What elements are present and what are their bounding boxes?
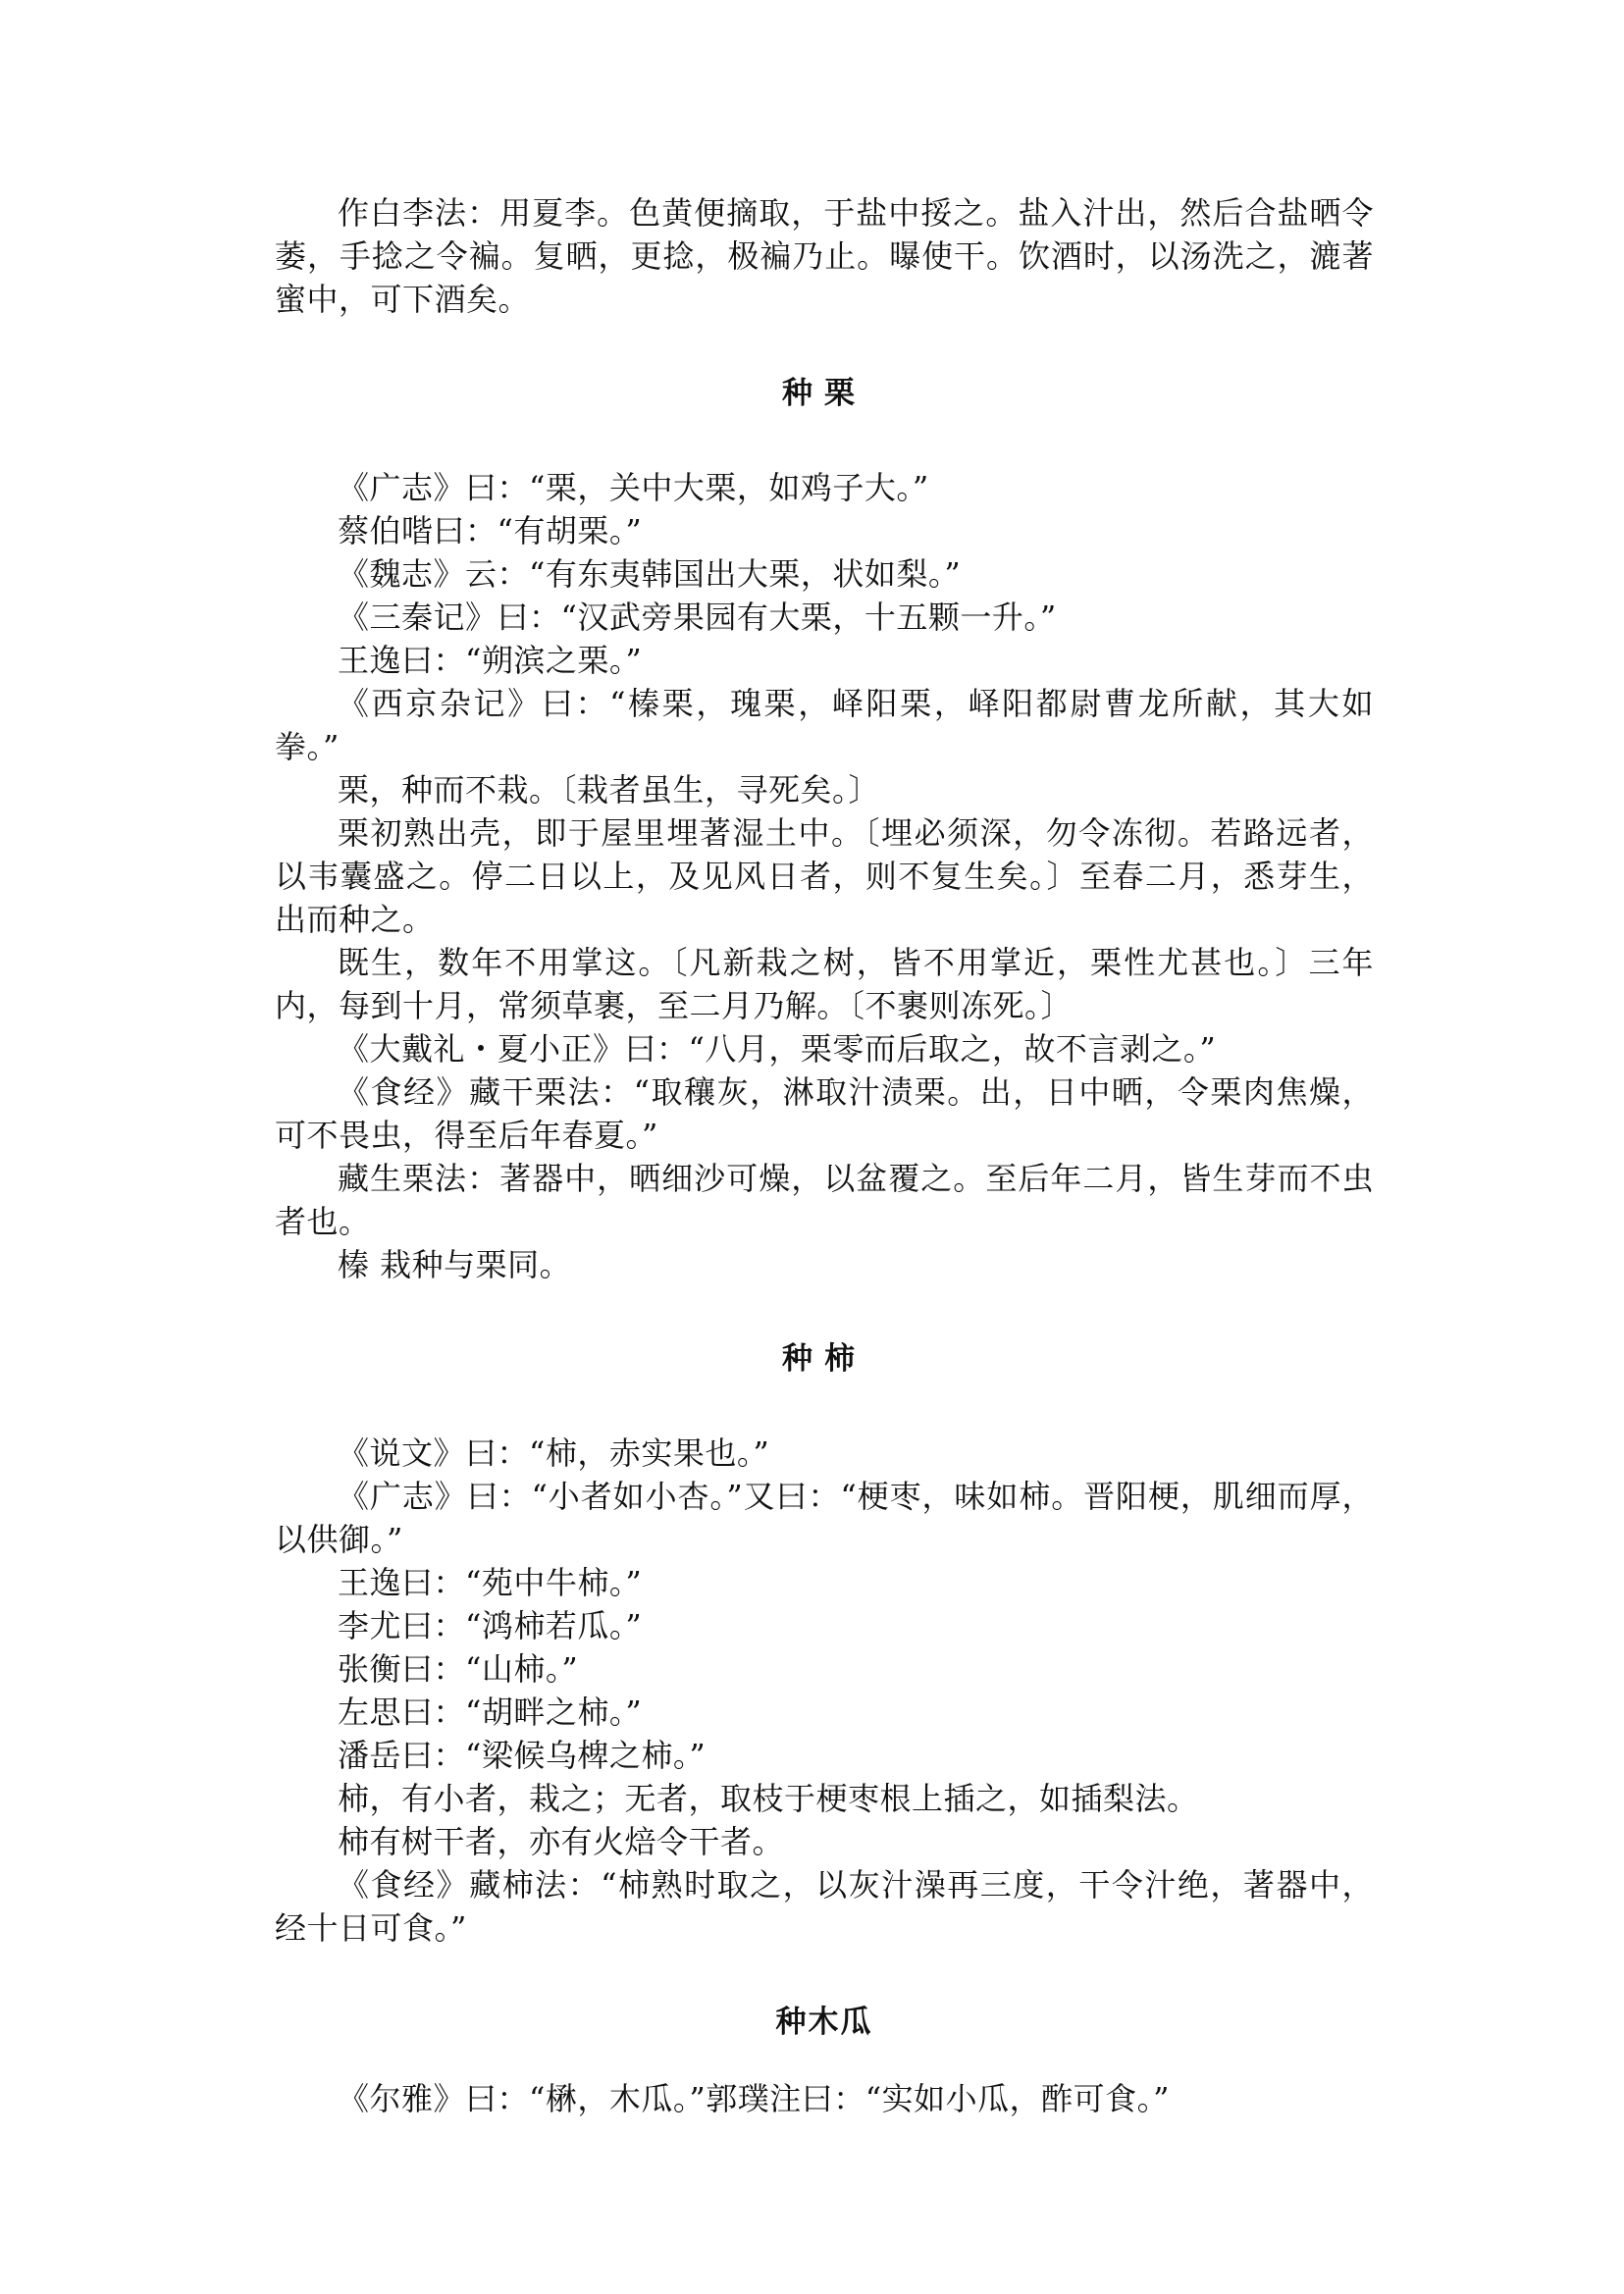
paragraph: 潘岳曰：“梁候乌椑之柿。” (338, 1737, 707, 1774)
paragraph: 既生，数年不用掌这。〔凡新栽之树，皆不用掌近，栗性尤甚也。〕三年内，每到十月，常须草裹，至二月乃解。〔不裹则冻死。〕 (275, 944, 1374, 1024)
paragraph: 《魏志》云：“有东夷韩国出大栗，状如梨。” (338, 555, 962, 593)
paragraph: 柿有树干者，亦有火焙令干者。 (338, 1823, 785, 1860)
document-page (275, 191, 1374, 2120)
paragraph: 《广志》曰：“小者如小杏。”又曰：“梗枣，味如柿。晋阳梗，肌细而厚，以供御。” (275, 1478, 1374, 1558)
paragraph: 《食经》藏干栗法：“取穰灰，淋取汁渍栗。出，日中晒，令栗肉焦燥，可不畏虫，得至后年春夏。” (275, 1073, 1374, 1154)
paragraph: 王逸曰：“朔滨之栗。” (338, 642, 643, 679)
paragraph: 《三秦记》曰：“汉武旁果园有大栗，十五颗一升。” (338, 599, 1057, 636)
paragraph: 藏生栗法：著器中，晒细沙可燥，以盆覆之。至后年二月，皆生芽而不虫者也。 (275, 1160, 1374, 1240)
paragraph: 李尤曰：“鸿柿若瓜。” (338, 1607, 643, 1644)
paragraph: 《说文》曰：“柿，赤实果也。” (338, 1434, 770, 1472)
section-title-persimmon: 种柿 (782, 1341, 866, 1377)
paragraph: 《广志》曰：“栗，关中大栗，如鸡子大。” (338, 469, 929, 506)
paragraph: 王逸曰：“苑中牛柿。” (338, 1564, 643, 1601)
paragraph: 《食经》藏柿法：“柿熟时取之，以灰汁澡再三度，干令汁绝，著器中，经十日可食。” (275, 1866, 1374, 1947)
paragraph: 栗初熟出壳，即于屋里埋著湿土中。〔埋必须深，勿令冻彻。若路远者，以韦囊盛之。停二日以上，及见风日者，则不复生矣。〕至春二月，悉芽生，出而种之。 (275, 814, 1374, 938)
paragraph: 张衡曰：“山柿。” (338, 1650, 579, 1688)
paragraph: 柿，有小者，栽之；无者，取枝于梗枣根上插之，如插梨法。 (338, 1780, 1199, 1817)
paragraph: 榛 栽种与栗同。 (338, 1246, 572, 1283)
intro-paragraph: 作白李法：用夏李。色黄便摘取，于盐中挼之。盐入汁出，然后合盐晒令萎，手捻之令褊。复晒，更捻，极褊乃止。曝使干。饮酒时，以汤洗之，漉著蜜中，可下酒矣。 (275, 194, 1374, 318)
paragraph: 《尔雅》曰：“楙，木瓜。”郭璞注曰：“实如小瓜，酢可食。” (338, 2080, 1170, 2117)
paragraph: 《西京杂记》曰：“榛栗，瑰栗，峄阳栗，峄阳都尉曹龙所献，其大如拳。” (275, 685, 1374, 765)
paragraph: 《大戴礼・夏小正》曰：“八月，栗零而后取之，故不言剥之。” (338, 1030, 1217, 1068)
paragraph: 栗，种而不栽。〔栽者虽生，寻死矣。〕 (338, 771, 881, 808)
section-title-papaya: 种木瓜 (775, 2005, 873, 2040)
paragraph: 蔡伯喈曰：“有胡栗。” (338, 512, 643, 549)
section-title-chestnut: 种栗 (782, 376, 866, 411)
paragraph: 左思曰：“胡畔之柿。” (338, 1694, 643, 1731)
